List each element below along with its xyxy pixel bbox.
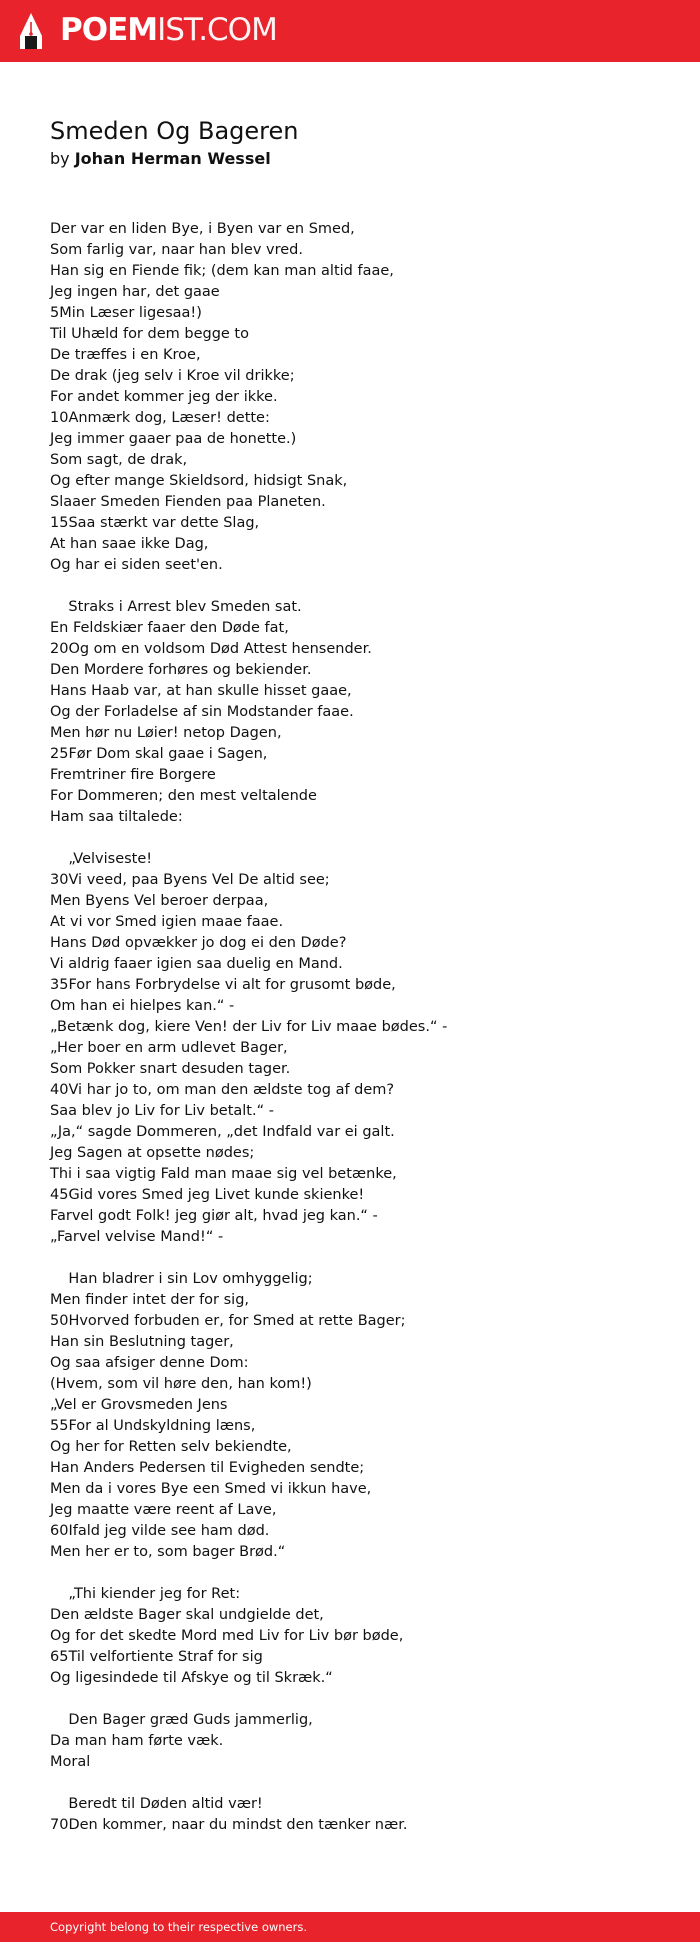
stanza-break [50, 828, 650, 849]
poem-line: Jeg immer gaaer paa de honette.) [50, 431, 297, 447]
site-header [0, 0, 700, 62]
poem-line: 30Vi veed, paa Byens Vel De altid see; [50, 872, 330, 888]
poem-line: 35For hans Forbrydelse vi alt for grusomt bøde, [50, 977, 396, 993]
poem-line: Fremtriner fire Borgere [50, 767, 216, 783]
poem-line: Moral [50, 1754, 91, 1770]
poem-line: Om han ei hielpes kan.“ - [50, 998, 235, 1014]
poem-line: Farvel godt Folk! jeg giør alt, hvad jeg kan.“ - [50, 1208, 378, 1224]
poem-line: 10Anmærk dog, Læser! dette: [50, 410, 270, 426]
pen-nib-icon [18, 12, 44, 50]
poem-line: Den ældste Bager skal undgielde det, [50, 1607, 324, 1623]
poem-line: Jeg ingen har, det gaae [50, 284, 220, 300]
logo-text-bold: POEM [60, 12, 158, 48]
poem-line: Vi aldrig faaer igien saa duelig en Mand. [50, 956, 343, 972]
poem-line: 45Gid vores Smed jeg Livet kunde skienke! [50, 1187, 365, 1203]
poem-line: Saa blev jo Liv for Liv betalt.“ - [50, 1103, 274, 1119]
poem-line: Og har ei siden seet'en. [50, 557, 223, 573]
poem-line: „Velviseste! [50, 851, 153, 867]
byline-prefix: by [50, 149, 75, 168]
poem-line: (Hvem, som vil høre den, han kom!) [50, 1376, 312, 1392]
poem-line: Straks i Arrest blev Smeden sat. [50, 599, 302, 615]
poem-line: Og for det skedte Mord med Liv for Liv bør bøde, [50, 1628, 404, 1644]
poem-line: „Thi kiender jeg for Ret: [50, 1586, 241, 1602]
poem-line: Hans Haab var, at han skulle hisset gaae, [50, 683, 352, 699]
poem-line: „Farvel velvise Mand!“ - [50, 1229, 224, 1245]
poem-line: „Her boer en arm udlevet Bager, [50, 1040, 288, 1056]
poem-line: 15Saa stærkt var dette Slag, [50, 515, 260, 531]
poem-title: Smeden Og Bageren [50, 117, 299, 145]
poem-line: Hans Død opvækker jo dog ei den Døde? [50, 935, 347, 951]
poem-line: Der var en liden Bye, i Byen var en Smed, [50, 221, 355, 237]
poem-line: Og ligesindede til Afskye og til Skræk.“ [50, 1670, 333, 1686]
copyright-text: Copyright belong to their respective owners. [50, 1920, 308, 1934]
poem-byline [50, 148, 271, 170]
poem-line: „Ja,“ sagde Dommeren, „det Indfald var ei galt. [50, 1124, 395, 1140]
poem-line: „Betænk dog, kiere Ven! der Liv for Liv maae bødes.“ - [50, 1019, 448, 1035]
stanza-break [50, 1773, 650, 1794]
poem-line: Han bladrer i sin Lov omhyggelig; [50, 1271, 313, 1287]
poem-line: Slaaer Smeden Fienden paa Planeten. [50, 494, 326, 510]
poem-line: At vi vor Smed igien maae faae. [50, 914, 284, 930]
poem-line: 55For al Undskyldning læns, [50, 1418, 256, 1434]
poem-line: 40Vi har jo to, om man den ældste tog af dem? [50, 1082, 395, 1098]
poem-line: Men da i vores Bye een Smed vi ikkun have, [50, 1481, 372, 1497]
site-logo-text [60, 11, 277, 49]
logo-text-light: IST.COM [157, 12, 277, 48]
poem-body [50, 219, 650, 1836]
poem-line: 65Til velfortiente Straf for sig [50, 1649, 263, 1665]
poem-line: Jeg Sagen at opsette nødes; [50, 1145, 255, 1161]
poem-line: De træffes i en Kroe, [50, 347, 201, 363]
stanza-break [50, 1563, 650, 1584]
stanza-break [50, 1689, 650, 1710]
poem-line: Han sin Beslutning tager, [50, 1334, 234, 1350]
poem-line: Han Anders Pedersen til Evigheden sendte; [50, 1460, 365, 1476]
poem-line: Men her er to, som bager Brød.“ [50, 1544, 286, 1560]
author-link[interactable]: Johan Herman Wessel [74, 149, 271, 168]
poem-line: Den Bager græd Guds jammerlig, [50, 1712, 313, 1728]
poem-line: Og efter mange Skieldsord, hidsigt Snak, [50, 473, 348, 489]
poem-line: 20Og om en voldsom Død Attest hensender. [50, 641, 372, 657]
poem-line: Da man ham førte væk. [50, 1733, 224, 1749]
poem-line: En Feldskiær faaer den Døde fat, [50, 620, 289, 636]
poem-line: Men Byens Vel beroer derpaa, [50, 893, 269, 909]
poem-line: Og her for Retten selv bekiendte, [50, 1439, 292, 1455]
poem-line: 70Den kommer, naar du mindst den tænker nær. [50, 1817, 408, 1833]
poem-line: Ham saa tiltalede: [50, 809, 183, 825]
poem-line: „Vel er Grovsmeden Jens [50, 1397, 228, 1413]
poem-line: De drak (jeg selv i Kroe vil drikke; [50, 368, 295, 384]
poem-line: At han saae ikke Dag, [50, 536, 209, 552]
poem-line: Som farlig var, naar han blev vred. [50, 242, 303, 258]
poem-line: For Dommeren; den mest veltalende [50, 788, 317, 804]
poem-line: Jeg maatte være reent af Lave, [50, 1502, 277, 1518]
poem-line: Men finder intet der for sig, [50, 1292, 250, 1308]
poem-line: Men hør nu Løier! netop Dagen, [50, 725, 282, 741]
poem-line: Den Mordere forhøres og bekiender. [50, 662, 312, 678]
poem-line: 5Min Læser ligesaa!) [50, 305, 202, 321]
poem-line: Til Uhæld for dem begge to [50, 326, 249, 342]
poem-line: Og der Forladelse af sin Modstander faae. [50, 704, 354, 720]
poem-line: Som Pokker snart desuden tager. [50, 1061, 291, 1077]
poem-line: 25Før Dom skal gaae i Sagen, [50, 746, 268, 762]
poem-line: 60Ifald jeg vilde see ham død. [50, 1523, 270, 1539]
stanza-break [50, 1248, 650, 1269]
poem-line: For andet kommer jeg der ikke. [50, 389, 278, 405]
site-footer [0, 1912, 700, 1942]
stanza-break [50, 576, 650, 597]
poem-line: Han sig en Fiende fik; (dem kan man altid faae, [50, 263, 394, 279]
poem-line: Thi i saa vigtig Fald man maae sig vel betænke, [50, 1166, 397, 1182]
poem-line: 50Hvorved forbuden er, for Smed at rette Bager; [50, 1313, 406, 1329]
poem-line: Og saa afsiger denne Dom: [50, 1355, 249, 1371]
poem-line: Beredt til Døden altid vær! [50, 1796, 263, 1812]
poem-line: Som sagt, de drak, [50, 452, 188, 468]
